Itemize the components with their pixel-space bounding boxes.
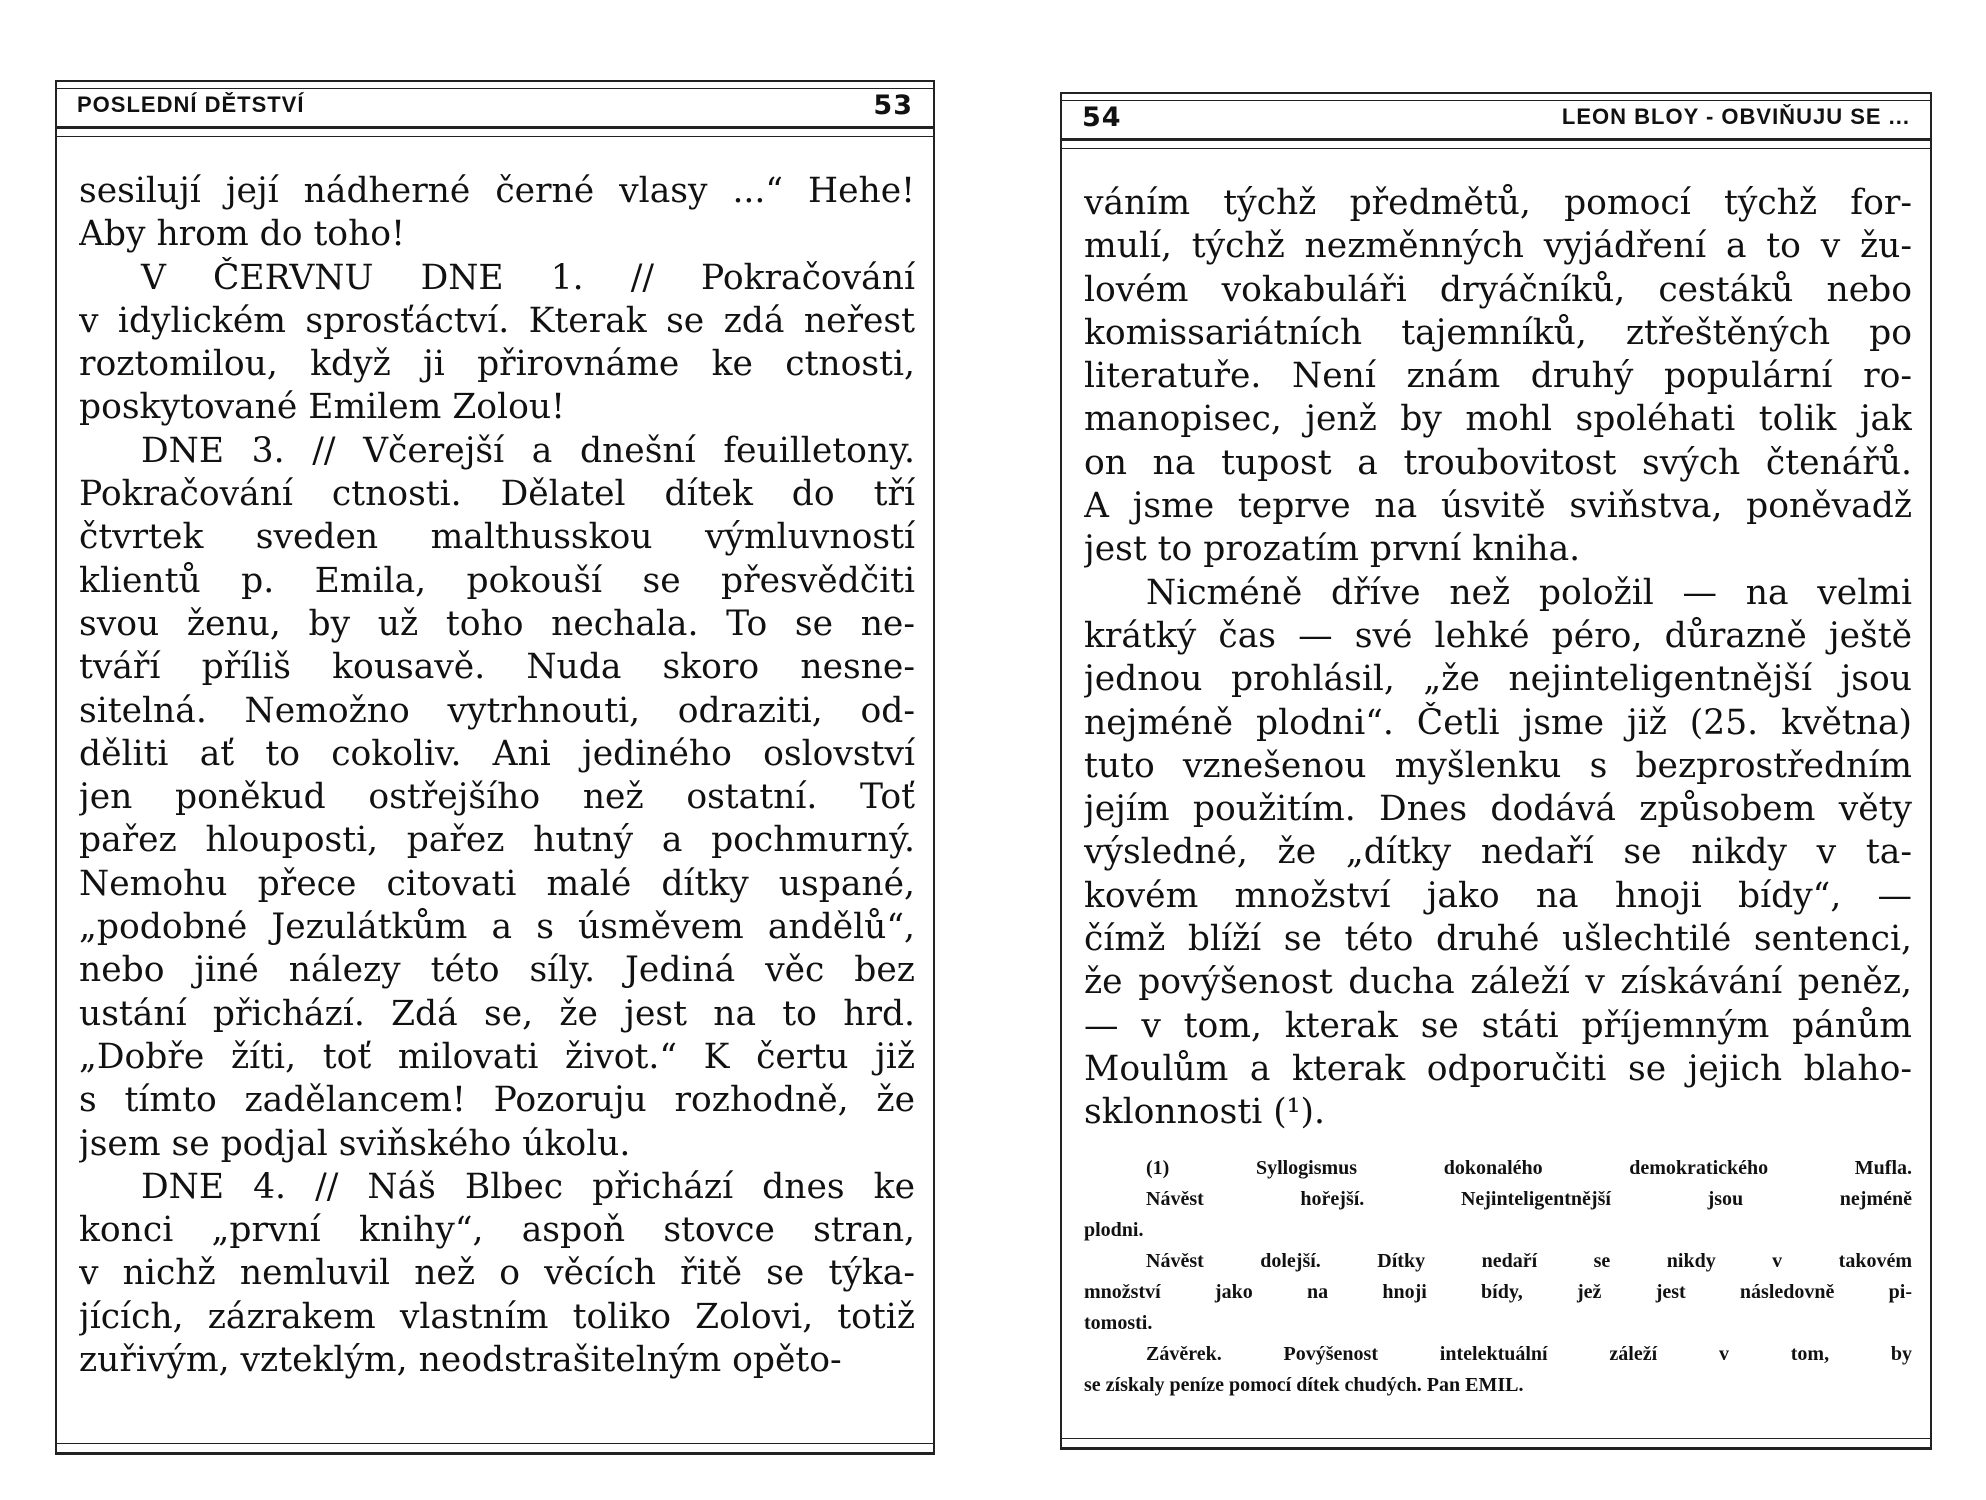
- text-line: komissariátních tajemníků, ztřeštěných po: [1084, 312, 1912, 353]
- footnote-line: Návěst dolejší. Dítky nedaří se nikdy v takovém: [1146, 1249, 1912, 1272]
- text-line: jest to prozatím první kniha.: [1084, 529, 1581, 570]
- text-line: lovém vokabuláři dryáčníků, cestáků nebo: [1084, 269, 1912, 310]
- text-line: klientů p. Emila, pokouší se přesvědčiti: [79, 560, 915, 601]
- running-header: [77, 88, 913, 122]
- text-line: poskytované Emilem Zolou!: [79, 387, 565, 428]
- text-line: roztomilou, když ji přirovnáme ke ctnosti,: [79, 344, 915, 385]
- text-line: jejím použitím. Dnes dodává způsobem věty: [1084, 789, 1912, 830]
- body-text: [79, 170, 915, 1382]
- text-line: s tímto zadělancem! Pozoruju rozhodně, že: [79, 1080, 915, 1121]
- text-line: kovém množství jako na hnoji bídy“, —: [1084, 875, 1912, 916]
- footnote-line: plodni.: [1084, 1218, 1144, 1241]
- text-line: děliti ať to cokoliv. Ani jediného oslovství: [79, 733, 915, 774]
- text-line: jsem se podjal sviňského úkolu.: [79, 1123, 631, 1164]
- running-header: [1082, 100, 1910, 134]
- text-line: pařez hlouposti, pařez hutný a pochmurný.: [79, 820, 915, 861]
- text-line: jících, zázrakem vlastním toliko Zolovi, totiž: [79, 1296, 915, 1337]
- text-line: zuřivým, vzteklým, neodstrašitelným opěto-: [79, 1340, 842, 1381]
- text-line: Pokračování ctnosti. Dělatel dítek do tří: [79, 474, 915, 515]
- text-line: „Dobře žíti, toť milovati život.“ K čertu již: [79, 1036, 915, 1077]
- bottom-rule: [55, 1443, 935, 1455]
- text-line: jen poněkud ostřejšího než ostatní. Toť: [79, 777, 915, 818]
- text-line: DNE 3. // Včerejší a dnešní feuilletony.: [141, 430, 915, 471]
- text-line: čímž blíží se této druhé ušlechtilé sentenci,: [1084, 919, 1912, 960]
- body-text: [1084, 182, 1912, 1135]
- text-line: sitelná. Nemožno vytrhnouti, odraziti, od-: [79, 690, 915, 731]
- text-line: literatuře. Není znám druhý populární ro-: [1084, 356, 1912, 397]
- text-line: jednou prohlásil, „že nejinteligentnější jsou: [1084, 659, 1912, 700]
- footnote-line: tomosti.: [1084, 1311, 1153, 1334]
- footnote-line: (1) Syllogismus dokonalého demokratického Mufla.: [1146, 1156, 1912, 1179]
- text-line: výsledné, že „dítky nedaří se nikdy v ta-: [1084, 832, 1912, 873]
- text-line: — v tom, kterak se státi příjemným pánům: [1084, 1005, 1912, 1046]
- text-line: sklonnosti (¹).: [1084, 1092, 1325, 1133]
- text-line: Moulům a kterak odporučiti se jejich blaho-: [1084, 1048, 1912, 1089]
- text-line: nejméně plodni“. Četli jsme již (25. května): [1084, 702, 1912, 743]
- left-page: [55, 80, 935, 1455]
- text-line: manopisec, jenž by mohl spoléhati tolik jak: [1084, 399, 1912, 440]
- text-line: A jsme teprve na úsvitě sviňstva, poněvadž: [1084, 486, 1912, 527]
- text-line: nebo jiné nálezy této síly. Jediná věc bez: [79, 950, 915, 991]
- right-page: [1060, 92, 1932, 1450]
- text-line: krátký čas — své lehké péro, důrazně ještě: [1084, 615, 1912, 656]
- text-line: mulí, týchž nezměnných vyjádření a to v žu-: [1084, 226, 1912, 267]
- text-line: Nemohu přece citovati malé dítky uspané,: [79, 863, 915, 904]
- footnote-line: Závěrek. Povýšenost intelektuální záleží v tom, by: [1146, 1342, 1912, 1365]
- page-number: 54: [1082, 101, 1122, 133]
- running-title: LEON BLOY - OBVIŇUJU SE ...: [1561, 104, 1910, 129]
- text-line: tuto vznešenou myšlenku s bezprostředním: [1084, 745, 1912, 786]
- text-line: váním týchž předmětů, pomocí týchž for-: [1084, 183, 1912, 223]
- text-line: svou ženu, by už toho nechala. To se ne-: [79, 603, 915, 644]
- footnote-line: množství jako na hnoji bídy, jež jest následovně pi-: [1084, 1280, 1912, 1303]
- text-line: Nicméně dříve než položil — na velmi: [1146, 572, 1912, 613]
- text-line: on na tupost a troubovitost svých čtenářů.: [1084, 442, 1912, 483]
- header-rule: [1060, 138, 1932, 149]
- text-line: Aby hrom do toho!: [79, 214, 405, 255]
- page-number: 53: [873, 89, 913, 121]
- running-title: POSLEDNÍ DĚTSTVÍ: [77, 92, 305, 117]
- text-line: tváří příliš kousavě. Nuda skoro nesne-: [79, 647, 915, 688]
- text-line: v nichž nemluvil než o věcích řitě se týka-: [79, 1253, 915, 1294]
- text-line: DNE 4. // Náš Blbec přichází dnes ke: [141, 1166, 915, 1207]
- footnote-line: Návěst hořejší. Nejinteligentnější jsou nejméně: [1146, 1187, 1912, 1210]
- text-line: sesilují její nádherné černé vlasy ...“ Hehe!: [79, 171, 915, 211]
- text-line: „podobné Jezulátkům a s úsměvem andělů“,: [79, 907, 915, 948]
- footnotes: [1084, 1153, 1912, 1401]
- footnote-line: se získaly peníze pomocí dítek chudých. Pan EMIL.: [1084, 1373, 1524, 1396]
- text-line: čtvrtek sveden malthusskou výmluvností: [79, 517, 915, 558]
- text-line: v idylickém sprosťáctví. Kterak se zdá neřest: [79, 300, 915, 341]
- bottom-rule: [1060, 1438, 1932, 1450]
- text-line: ustání přichází. Zdá se, že jest na to hrd.: [79, 993, 915, 1034]
- text-line: V ČERVNU DNE 1. // Pokračování: [141, 257, 915, 298]
- header-rule: [55, 126, 935, 137]
- text-line: konci „první knihy“, aspoň stovce stran,: [79, 1210, 915, 1251]
- text-line: že povýšenost ducha záleží v získávání peněz,: [1084, 962, 1912, 1003]
